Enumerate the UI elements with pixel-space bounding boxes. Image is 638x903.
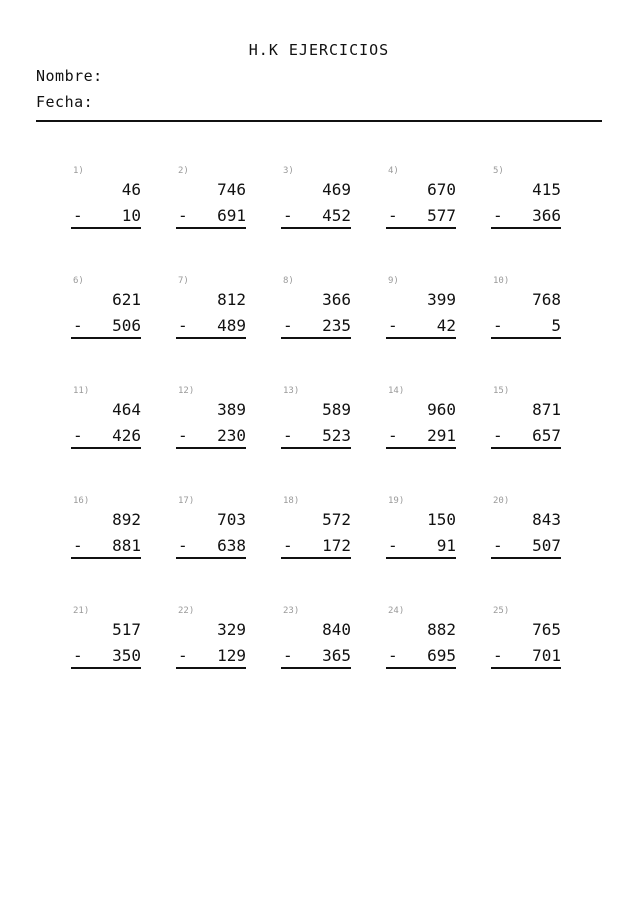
answer-line: [491, 337, 561, 339]
minuend: 670: [427, 180, 456, 199]
problem-number: 11): [73, 386, 90, 396]
answer-line: [386, 557, 456, 559]
minuend: 840: [322, 620, 351, 639]
problem-number: 24): [388, 606, 405, 616]
minuend: 871: [532, 400, 561, 419]
subtrahend: 506: [112, 316, 141, 335]
answer-line: [281, 557, 351, 559]
subtrahend: 5: [551, 316, 561, 335]
subtrahend: 452: [322, 206, 351, 225]
subtraction-problem: [281, 496, 351, 576]
answer-line: [176, 337, 246, 339]
subtraction-problem: [281, 386, 351, 466]
minuend: 415: [532, 180, 561, 199]
minus-sign: -: [493, 316, 503, 335]
problem-number: 8): [283, 276, 294, 286]
subtraction-problem: [281, 166, 351, 246]
nombre-label: Nombre:: [36, 67, 103, 85]
fecha-label: Fecha:: [36, 93, 94, 111]
subtrahend: 657: [532, 426, 561, 445]
answer-line: [386, 337, 456, 339]
subtrahend: 235: [322, 316, 351, 335]
minus-sign: -: [493, 426, 503, 445]
minuend: 892: [112, 510, 141, 529]
problem-number: 20): [493, 496, 510, 506]
minus-sign: -: [388, 646, 398, 665]
minus-sign: -: [388, 536, 398, 555]
minus-sign: -: [493, 646, 503, 665]
minuend: 703: [217, 510, 246, 529]
subtraction-problem: [176, 386, 246, 466]
answer-line: [491, 557, 561, 559]
minuend: 517: [112, 620, 141, 639]
minuend: 765: [532, 620, 561, 639]
minuend: 399: [427, 290, 456, 309]
subtrahend: 507: [532, 536, 561, 555]
problem-number: 6): [73, 276, 84, 286]
problem-number: 2): [178, 166, 189, 176]
problem-number: 9): [388, 276, 399, 286]
minus-sign: -: [73, 646, 83, 665]
minuend: 366: [322, 290, 351, 309]
answer-line: [71, 337, 141, 339]
minuend: 389: [217, 400, 246, 419]
answer-line: [491, 667, 561, 669]
minuend: 46: [121, 180, 141, 199]
minus-sign: -: [283, 206, 293, 225]
subtrahend: 366: [532, 206, 561, 225]
problem-number: 23): [283, 606, 300, 616]
minus-sign: -: [178, 536, 188, 555]
answer-line: [71, 667, 141, 669]
answer-line: [176, 447, 246, 449]
subtraction-problem: [281, 606, 351, 686]
problem-number: 4): [388, 166, 399, 176]
problem-number: 15): [493, 386, 510, 396]
minus-sign: -: [388, 426, 398, 445]
problem-number: 1): [73, 166, 84, 176]
problem-number: 22): [178, 606, 195, 616]
subtrahend: 10: [121, 206, 141, 225]
minus-sign: -: [283, 646, 293, 665]
subtraction-problem: [176, 606, 246, 686]
minuend: 812: [217, 290, 246, 309]
subtrahend: 701: [532, 646, 561, 665]
subtrahend: 489: [217, 316, 246, 335]
minus-sign: -: [73, 426, 83, 445]
subtraction-problem: [71, 386, 141, 466]
subtraction-problem: [386, 606, 456, 686]
minuend: 960: [427, 400, 456, 419]
subtraction-problem: [281, 276, 351, 356]
subtraction-problem: [71, 496, 141, 576]
problem-number: 16): [73, 496, 90, 506]
answer-line: [71, 227, 141, 229]
minus-sign: -: [283, 426, 293, 445]
subtraction-problem: [491, 276, 561, 356]
subtrahend: 426: [112, 426, 141, 445]
minus-sign: -: [388, 206, 398, 225]
minus-sign: -: [178, 206, 188, 225]
answer-line: [176, 227, 246, 229]
answer-line: [71, 447, 141, 449]
minuend: 882: [427, 620, 456, 639]
subtrahend: 129: [217, 646, 246, 665]
subtraction-problem: [386, 166, 456, 246]
subtrahend: 577: [427, 206, 456, 225]
problem-number: 14): [388, 386, 405, 396]
problem-number: 18): [283, 496, 300, 506]
minus-sign: -: [493, 206, 503, 225]
minuend: 150: [427, 510, 456, 529]
minuend: 589: [322, 400, 351, 419]
subtrahend: 291: [427, 426, 456, 445]
subtraction-problem: [491, 606, 561, 686]
subtraction-problem: [386, 496, 456, 576]
minus-sign: -: [388, 316, 398, 335]
subtraction-problem: [71, 166, 141, 246]
answer-line: [386, 227, 456, 229]
subtraction-problem: [71, 276, 141, 356]
answer-line: [386, 447, 456, 449]
problem-number: 13): [283, 386, 300, 396]
minuend: 464: [112, 400, 141, 419]
problem-number: 7): [178, 276, 189, 286]
answer-line: [491, 447, 561, 449]
subtrahend: 172: [322, 536, 351, 555]
subtrahend: 350: [112, 646, 141, 665]
subtraction-problem: [386, 386, 456, 466]
subtraction-problem: [491, 166, 561, 246]
minus-sign: -: [283, 536, 293, 555]
subtraction-problem: [176, 166, 246, 246]
subtrahend: 91: [436, 536, 456, 555]
minus-sign: -: [73, 316, 83, 335]
worksheet-title: H.K EJERCICIOS: [248, 41, 390, 59]
minus-sign: -: [73, 206, 83, 225]
minuend: 329: [217, 620, 246, 639]
answer-line: [386, 667, 456, 669]
minuend: 469: [322, 180, 351, 199]
problem-number: 25): [493, 606, 510, 616]
subtraction-problem: [176, 496, 246, 576]
answer-line: [281, 667, 351, 669]
subtraction-problem: [176, 276, 246, 356]
subtrahend: 523: [322, 426, 351, 445]
subtraction-problem: [491, 386, 561, 466]
minuend: 843: [532, 510, 561, 529]
problem-number: 17): [178, 496, 195, 506]
problem-number: 3): [283, 166, 294, 176]
problem-number: 5): [493, 166, 504, 176]
minus-sign: -: [178, 646, 188, 665]
problem-number: 10): [493, 276, 510, 286]
header-divider: [36, 120, 602, 122]
subtrahend: 42: [436, 316, 456, 335]
subtraction-problem: [71, 606, 141, 686]
answer-line: [176, 667, 246, 669]
subtraction-problem: [491, 496, 561, 576]
minus-sign: -: [73, 536, 83, 555]
answer-line: [281, 337, 351, 339]
answer-line: [281, 447, 351, 449]
subtrahend: 638: [217, 536, 246, 555]
minuend: 621: [112, 290, 141, 309]
minus-sign: -: [493, 536, 503, 555]
minuend: 746: [217, 180, 246, 199]
problem-number: 19): [388, 496, 405, 506]
answer-line: [281, 227, 351, 229]
subtraction-problem: [386, 276, 456, 356]
minus-sign: -: [178, 426, 188, 445]
subtrahend: 695: [427, 646, 456, 665]
subtrahend: 230: [217, 426, 246, 445]
minus-sign: -: [283, 316, 293, 335]
subtrahend: 365: [322, 646, 351, 665]
answer-line: [491, 227, 561, 229]
answer-line: [176, 557, 246, 559]
answer-line: [71, 557, 141, 559]
minus-sign: -: [178, 316, 188, 335]
subtrahend: 691: [217, 206, 246, 225]
minuend: 768: [532, 290, 561, 309]
problem-number: 21): [73, 606, 90, 616]
minuend: 572: [322, 510, 351, 529]
subtrahend: 881: [112, 536, 141, 555]
problem-number: 12): [178, 386, 195, 396]
